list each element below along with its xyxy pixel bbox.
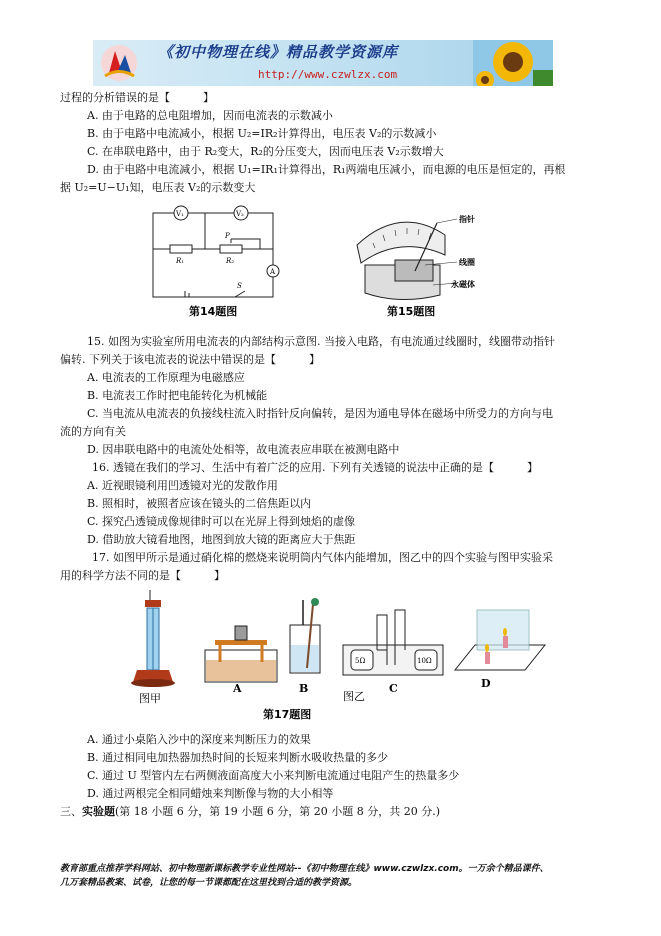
q17-option-a: A. 通过小桌陷入沙中的深度来判断压力的效果 — [87, 733, 311, 746]
fig15-coil-label: 线圈 — [459, 257, 475, 267]
fig17-d-label: D — [481, 677, 491, 690]
section3-title: 实验题 — [82, 805, 115, 818]
q14-stem: 过程的分析错误的是【 】 — [60, 91, 214, 104]
fig15-caption: 第15题图 — [387, 305, 436, 318]
q15-option-b: B. 电流表工作时把电能转化为机械能 — [87, 389, 268, 402]
q14-option-c: C. 在串联电路中，由于 R₂变大，R₂的分压变大，因而电压表 V₂示数增大 — [87, 145, 444, 158]
fig17-b-apparatus — [290, 598, 320, 673]
q17-option-d: D. 通过两根完全相同蜡烛来判断像与物的大小相等 — [87, 787, 334, 800]
q15-option-d: D. 因串联电路中的电流处处相等，故电流表应串联在被测电路中 — [87, 443, 400, 456]
page-footer — [60, 862, 605, 890]
fig14-caption: 第14题图 — [189, 305, 238, 318]
fig15-needle-label: 指针 — [459, 214, 475, 224]
q15-option-a: A. 电流表的工作原理为电磁感应 — [87, 371, 245, 384]
q15-option-c: C. 当电流从电流表的负接线柱流入时指针反向偏转，是因为通电导体在磁场中所受力的方向与电 — [87, 407, 554, 420]
fig17-experiments-diagram — [125, 590, 565, 725]
q14-option-b: B. 由于电路中电流减小，根据 U₂=IR₂计算得出，电压表 V₂的示数减小 — [87, 127, 437, 140]
q14-option-d: D. 由于电路中电流减小，根据 U₁=IR₁计算得出，R₁两端电压减小，而电源的电压是恒定的，再根 — [87, 163, 566, 176]
q14-option-d-cont: 据 U₂=U−U₁知，电压表 V₂的示数变大 — [60, 181, 256, 194]
section3-detail: (第 18 小题 6 分，第 19 小题 6 分，第 20 小题 8 分，共 20 分.) — [115, 805, 441, 818]
fig14-s-label: S — [237, 282, 242, 290]
q15-stem-line2: 偏转. 下列关于该电流表的说法中错误的是【 】 — [60, 353, 320, 366]
q16-stem: 16. 透镜在我们的学习、生活中有着广泛的应用. 下列有关透镜的说法中正确的是【 】 — [92, 461, 538, 474]
q15-stem-line1: 15. 如图为实验室所用电流表的内部结构示意图. 当接入电路，有电流通过线圈时，线圈带动指针 — [87, 335, 555, 348]
fig14-v1-label: V₁ — [176, 210, 184, 218]
fig14-r1-label: R₁ — [176, 257, 185, 265]
q17-option-c: C. 通过 U 型管内左右两侧液面高度大小来判断电流通过电阻产生的热量多少 — [87, 769, 460, 782]
site-logo-icon — [99, 43, 139, 83]
fig17-caption: 第17题图 — [263, 708, 312, 721]
footer-line2: 几万套精品教案、试卷，让您的每一节课都配在这里找到合适的教学资源。 — [60, 878, 358, 888]
fig15-magnet-label: 永磁体 — [451, 279, 475, 289]
fig17-jia-label: 图甲 — [139, 692, 161, 705]
section3-heading — [60, 803, 440, 821]
q16-option-d: D. 借助放大镜看地图，地图到放大镜的距离应大于焦距 — [87, 533, 356, 546]
fig17-b-label: B — [299, 682, 309, 695]
fig14-r2-label: R₂ — [226, 257, 235, 265]
banner-url[interactable]: http://www.czwlzx.com — [258, 68, 398, 81]
banner-title: 《初中物理在线》精品教学资源库 — [158, 43, 399, 61]
q16-option-c: C. 探究凸透镜成像规律时可以在光屏上得到烛焰的虚像 — [87, 515, 356, 528]
q15-option-c-cont: 流的方向有关 — [60, 425, 126, 438]
fig17-jia-apparatus — [131, 590, 175, 687]
fig17-yi-label: 图乙 — [343, 690, 365, 703]
q14-option-a: A. 由于电路的总电阻增加，因而电流表的示数减小 — [87, 109, 333, 122]
header-banner — [93, 40, 553, 86]
fig17-c-label: C — [389, 682, 398, 695]
fig15-ammeter-diagram — [345, 205, 495, 320]
sunflower-icon — [473, 40, 553, 86]
q17-stem-line2: 用的科学方法不同的是【 】 — [60, 569, 225, 582]
q16-option-b: B. 照相时，被照者应该在镜头的二倍焦距以内 — [87, 497, 312, 510]
q17-option-b: B. 通过相同电加热器加热时间的长短来判断水吸收热量的多少 — [87, 751, 389, 764]
fig17-c-apparatus — [343, 610, 443, 675]
fig14-p-label: P — [225, 232, 230, 240]
section3-prefix: 三、 — [60, 805, 82, 818]
fig14-v2-label: V₂ — [236, 210, 244, 218]
fig17-a-apparatus — [205, 626, 277, 682]
fig14-a-label: A — [270, 268, 276, 276]
fig17-a-label: A — [233, 682, 242, 695]
footer-line1: 教育部重点推荐学科网站、初中物理新课标教学专业性网站--《初中物理在线》www.czwlzx.com。一万余个精品课件、 — [60, 864, 549, 874]
q16-option-a: A. 近视眼镜利用凹透镜对光的发散作用 — [87, 479, 278, 492]
fig17-c-r10-label: 10Ω — [417, 657, 432, 665]
fig14-circuit-diagram — [145, 203, 285, 318]
fig17-c-r5-label: 5Ω — [355, 657, 366, 665]
q17-stem-line1: 17. 如图甲所示是通过硝化棉的燃烧来说明筒内气体内能增加，图乙中的四个实验与图甲实验采 — [92, 551, 553, 564]
fig17-d-apparatus — [455, 610, 545, 670]
